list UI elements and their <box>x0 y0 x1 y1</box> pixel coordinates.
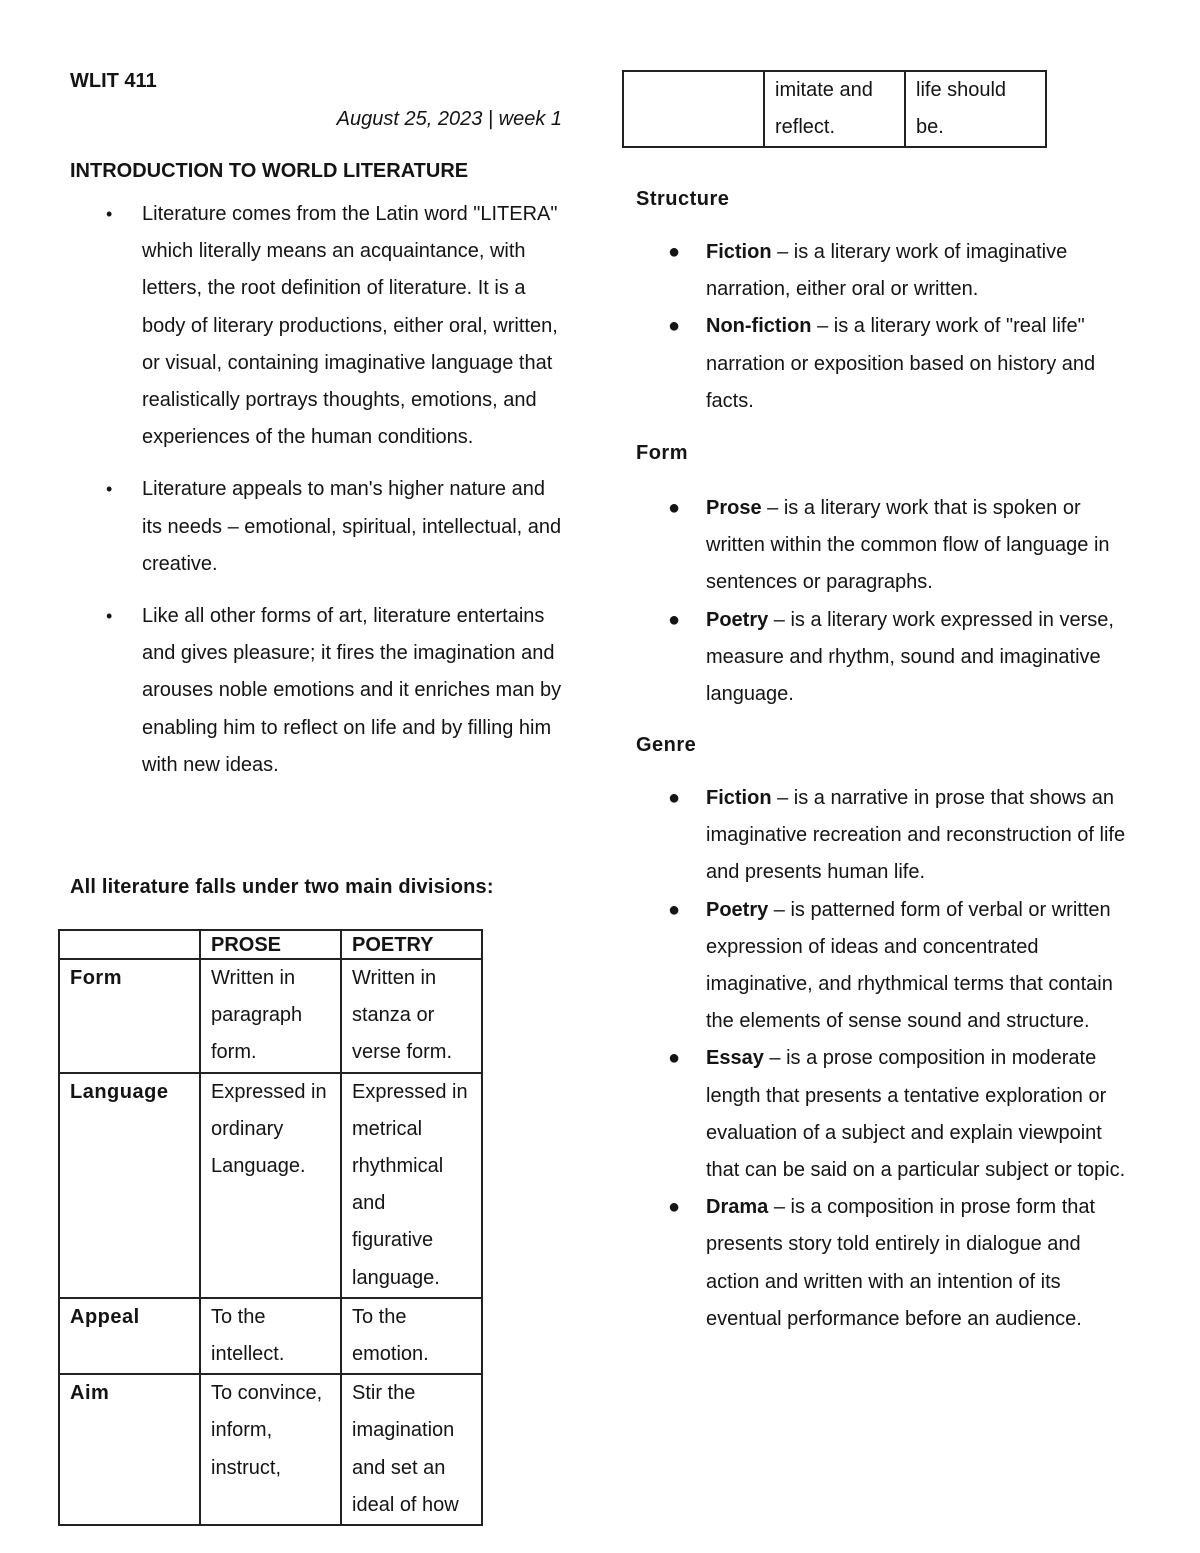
list-item <box>70 598 570 784</box>
bullet-icon: • <box>106 479 113 500</box>
bullet-icon: ● <box>668 315 681 338</box>
prose-cell: To the intellect. <box>200 1298 341 1374</box>
table-row <box>59 1298 482 1374</box>
definition: – is patterned form of verbal or written expression of ideas and concentrated imaginative, and rhythmical terms that contain the elements of sense sound and structure. <box>706 898 1113 1033</box>
list-item <box>636 892 1136 1041</box>
poetry-cell: Stir the imagination and set an ideal of how <box>341 1374 482 1525</box>
bullet-icon: ● <box>668 1047 681 1070</box>
bullet-icon: ● <box>668 787 681 809</box>
bullet-icon: ● <box>668 1196 681 1219</box>
definition: – is a literary work of "real life" narration or exposition based on history and facts. <box>706 315 1096 412</box>
table-row <box>59 1073 482 1298</box>
list-item <box>636 602 1136 714</box>
row-label: Aim <box>59 1374 200 1525</box>
bullet-text: Literature appeals to man's higher nature and its needs – emotional, spiritual, intellectual, and creative. <box>142 478 562 575</box>
bullet-text: Literature comes from the Latin word "LITERA" which literally means an acquaintance, with letters, the root definition of literature. It is a body of literary productions, either oral, written, or visual, containing imaginative language that realistically portrays thoughts, emotions, and experiences of the human conditions. <box>142 203 558 449</box>
list-item <box>636 308 1136 420</box>
definition: – is a literary work expressed in verse, measure and rhythm, sound and imaginative language. <box>706 608 1114 706</box>
poetry-cell: To the emotion. <box>341 1298 482 1374</box>
structure-heading: Structure <box>636 188 730 210</box>
row-label <box>623 71 764 147</box>
intro-bullet-list <box>70 196 570 799</box>
row-label: Language <box>59 1073 200 1298</box>
bullet-icon: • <box>106 606 113 627</box>
prose-cell: imitate and reflect. <box>764 71 905 147</box>
list-item <box>636 1189 1136 1338</box>
header-cell-prose: PROSE <box>200 930 341 959</box>
prose-cell: To convince, inform, instruct, <box>200 1374 341 1525</box>
structure-list <box>636 234 1136 420</box>
row-label: Appeal <box>59 1298 200 1374</box>
table-header-row <box>59 930 482 959</box>
row-label: Form <box>59 959 200 1073</box>
list-item <box>636 780 1136 892</box>
page-title: INTRODUCTION TO WORLD LITERATURE <box>70 160 469 182</box>
table-row <box>59 1374 482 1525</box>
poetry-cell: Written in stanza or verse form. <box>341 959 482 1073</box>
bullet-icon: ● <box>668 241 681 263</box>
list-item <box>70 196 570 456</box>
bullet-icon: ● <box>668 898 681 921</box>
bullet-icon: • <box>106 204 113 224</box>
poetry-cell: Expressed in metrical rhythmical and figurative language. <box>341 1073 482 1298</box>
course-code: WLIT 411 <box>70 70 157 92</box>
term: Non-fiction <box>706 315 812 338</box>
list-item <box>70 471 570 583</box>
term: Drama <box>706 1196 769 1219</box>
term: Prose <box>706 497 762 519</box>
header-cell-poetry: POETRY <box>341 930 482 959</box>
term: Poetry <box>706 898 769 921</box>
genre-heading: Genre <box>636 734 697 756</box>
genre-list <box>636 780 1136 1338</box>
poetry-cell: life should be. <box>905 71 1046 147</box>
definition: – is a literary work that is spoken or written within the common flow of language in sentences or paragraphs. <box>706 497 1110 594</box>
term: Essay <box>706 1047 764 1070</box>
prose-cell: Expressed in ordinary Language. <box>200 1073 341 1298</box>
definition: – is a narrative in prose that shows an imaginative recreation and reconstruction of life and presents human life. <box>706 787 1126 884</box>
form-list <box>636 490 1136 713</box>
definition: – is a literary work of imaginative narration, either oral or written. <box>706 241 1068 301</box>
list-item <box>636 1040 1136 1189</box>
term: Fiction <box>706 241 772 263</box>
list-item <box>636 490 1136 602</box>
list-item <box>636 234 1136 308</box>
term: Fiction <box>706 787 772 809</box>
bullet-icon: ● <box>668 497 681 519</box>
table-row <box>59 959 482 1073</box>
divisions-table-continued <box>622 70 1047 148</box>
form-heading: Form <box>636 442 688 464</box>
header-cell <box>59 930 200 959</box>
definition: – is a composition in prose form that presents story told entirely in dialogue and action and written with an intention of its eventual performance before an audience. <box>706 1196 1096 1330</box>
divisions-table <box>58 929 483 1526</box>
table-row <box>623 71 1046 147</box>
definition: – is a prose composition in moderate length that presents a tentative exploration or evaluation of a subject and explain viewpoint that can be said on a particular subject or topic. <box>706 1047 1126 1182</box>
date-line: August 25, 2023 | week 1 <box>336 108 562 130</box>
prose-cell: Written in paragraph form. <box>200 959 341 1073</box>
bullet-text: Like all other forms of art, literature entertains and gives pleasure; it fires the imagination and arouses noble emotions and it enriches man by enabling him to reflect on life and by filling him with new ideas. <box>142 605 562 776</box>
bullet-icon: ● <box>668 608 681 631</box>
term: Poetry <box>706 608 769 631</box>
divisions-heading: All literature falls under two main divisions: <box>70 876 494 898</box>
